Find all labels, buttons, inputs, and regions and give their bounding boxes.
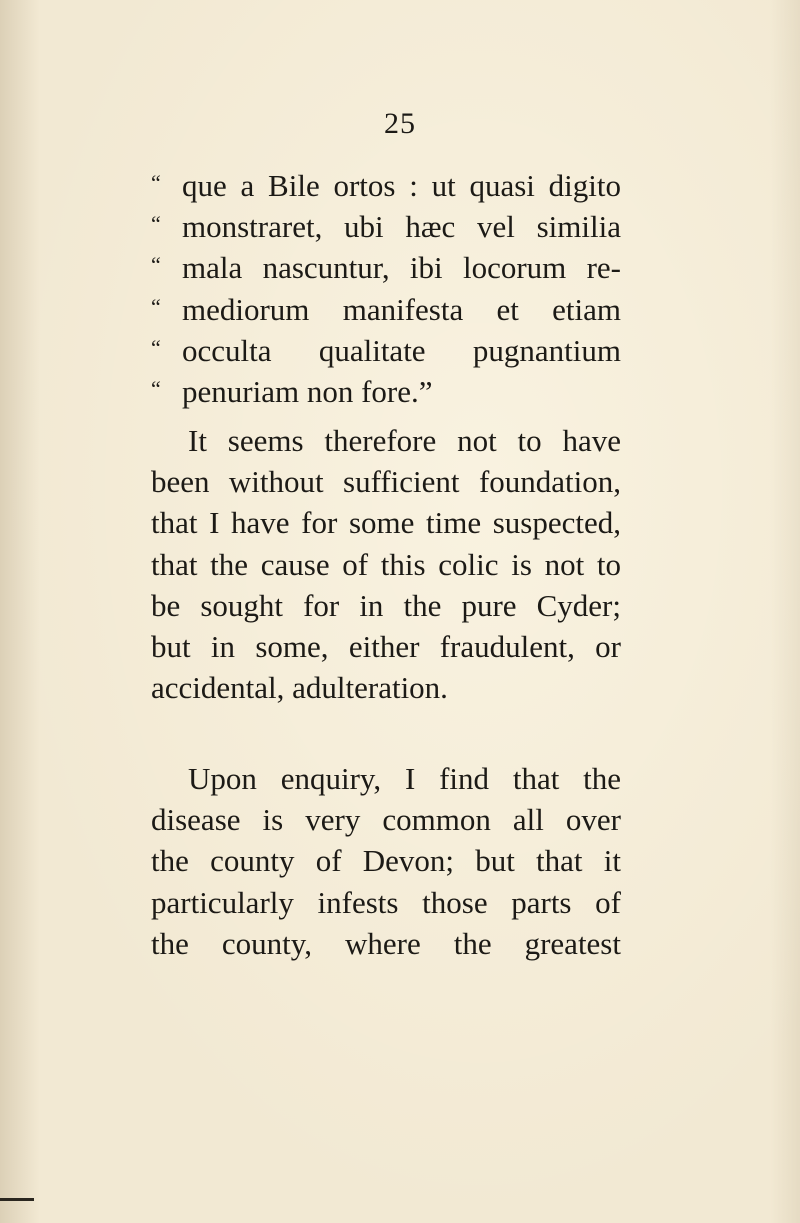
edge-mark: [0, 1198, 34, 1201]
paragraph-line: Upon enquiry, I find that the: [188, 761, 621, 796]
paragraph-line: that the cause of this colic is not to: [151, 546, 621, 582]
paragraph-line: been without sufficient foundation,: [151, 464, 621, 500]
quote-line: “ que a Bile ortos : ut quasi digito: [151, 165, 621, 206]
paragraph-line: be sought for in the pure Cyder;: [151, 587, 621, 623]
quote-line: “ mediorum manifesta et etiam: [151, 289, 621, 330]
quote-line: “ mala nascuntur, ibi locorum re-: [151, 247, 621, 288]
paragraph: [151, 420, 621, 708]
quote-mark: “: [151, 334, 161, 360]
paragraph-line: disease is very common all over: [151, 802, 621, 838]
paragraph-line: but in some, either fraudulent, or: [151, 628, 621, 664]
paragraph-line: the county, where the greatest: [151, 925, 621, 961]
quote-mark: “: [151, 211, 161, 237]
quote-line: “ monstraret, ubi hæc vel similia: [151, 206, 621, 247]
quote-mark: “: [151, 170, 161, 195]
paragraph-line: particularly infests those parts of: [151, 884, 621, 920]
quote-mark: “: [151, 293, 161, 319]
quote-mark: “: [151, 252, 161, 278]
quote-line: “ occulta qualitate pugnantium: [151, 330, 621, 371]
paragraph-line: that I have for some time suspected,: [151, 505, 621, 541]
quote-mark: “: [151, 375, 161, 401]
latin-quotation: [151, 165, 621, 412]
paragraph-line: It seems therefore not to have: [188, 423, 621, 458]
paragraph: [151, 758, 621, 964]
page-number: 25: [384, 107, 416, 140]
paragraph-line: accidental, adulteration.: [151, 670, 448, 706]
paragraph-line: the county of Devon; but that it: [151, 843, 621, 879]
quote-line: “ penuriam non fore.”: [151, 371, 621, 412]
